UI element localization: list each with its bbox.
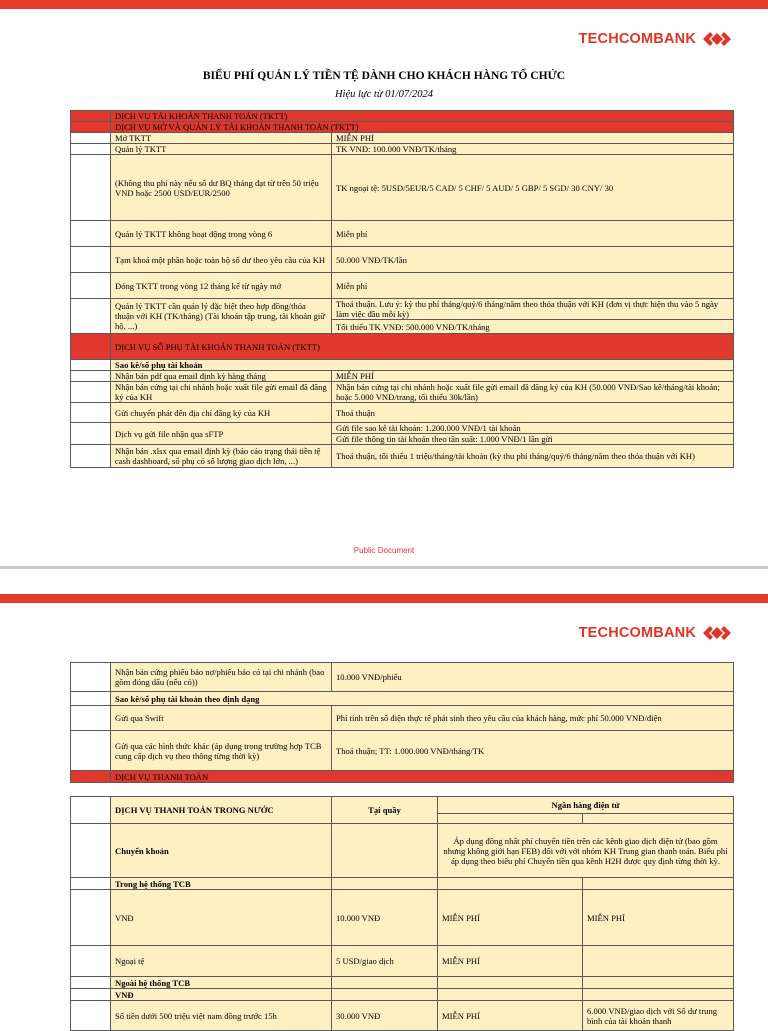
- section-header: DỊCH VỤ TÀI KHOẢN THANH TOÁN (TKTT): [111, 111, 734, 122]
- fee-item-label: Mở TKTT: [111, 133, 332, 144]
- row-gutter: [71, 403, 111, 423]
- row-gutter: [71, 247, 111, 273]
- table-row: [71, 360, 734, 371]
- payment-row: [71, 890, 734, 946]
- payment-item-label: Số tiền dưới 500 triệu việt nam đồng trước 15h: [111, 1001, 332, 1031]
- row-gutter: [71, 221, 111, 247]
- counter-fee: [332, 989, 438, 1001]
- row-gutter: [71, 989, 111, 1001]
- page-separator: [0, 566, 768, 569]
- fee-item-value: Gửi file thông tin tài khoản theo tần suất: 1.000 VNĐ/1 lần gửi: [332, 434, 734, 445]
- fee-item-label: Nhận bản pdf qua email định kỳ hàng tháng: [111, 371, 332, 382]
- fee-item-label: Quản lý TKTT: [111, 144, 332, 155]
- fee-item-label: Nhận bản cứng phiếu báo nợ/phiếu báo có tại chi nhánh (bao gồm đóng dấu (nếu có)): [111, 663, 332, 692]
- payment-item-label: Trong hệ thống TCB: [111, 878, 332, 890]
- fee-item-value: TK VNĐ: 100.000 VNĐ/TK/tháng: [332, 144, 734, 155]
- table-row: [71, 273, 734, 299]
- row-gutter: [71, 133, 111, 144]
- fee-item-label: Quản lý TKTT cần quản lý đặc biệt theo hợp đồng/thỏa thuận với KH (TK/tháng) (Tài khoản tập trung, tài khoản giữ hộ, ...): [111, 299, 332, 334]
- fee-item-value: Thoả thuận: [332, 403, 734, 423]
- logo-text: TECHCOMBANK: [578, 31, 696, 47]
- effective-date: Hiệu lực từ 01/07/2024: [334, 89, 434, 100]
- fee-table-page2-top: [70, 662, 734, 783]
- table-row: [71, 663, 734, 692]
- fee-item-value: Thoả thuận. Lưu ý: kỳ thu phí tháng/quý/6 tháng/năm theo thỏa thuận với KH (đơn vị thực hiện thu vào 5 ngày làm việc đầu mỗi kỳ): [332, 299, 734, 320]
- row-gutter: [71, 382, 111, 403]
- table-row: [71, 371, 734, 382]
- row-gutter: [71, 423, 111, 445]
- fee-item-label: Nhận bản .xlsx qua email định kỳ (báo cáo trạng thái tiền tệ cash dashboard, sổ phụ có số lượng giao dịch lớn, ...): [111, 445, 332, 468]
- row-gutter: [71, 299, 111, 334]
- subsection-header: Sao kê/sổ phụ tài khoản theo định dạng: [111, 692, 734, 706]
- row-gutter: [71, 731, 111, 771]
- row-gutter: [71, 273, 111, 299]
- ebanking-fee-alt: [583, 878, 734, 890]
- payment-fee-table: [70, 796, 734, 1031]
- fee-item-value: Phí tính trên số điện thực tế phát sinh theo yêu cầu của khách hàng, mức phí 50.000 VNĐ/điện: [332, 706, 734, 731]
- row-gutter: [71, 122, 111, 133]
- subsection-header: Sao kê/sổ phụ tài khoản: [111, 360, 734, 371]
- table-row: [71, 771, 734, 783]
- table-row: [71, 155, 734, 221]
- row-gutter: [71, 111, 111, 122]
- techcombank-diamond-icon: [702, 624, 732, 642]
- fee-item-label: Gửi qua Swift: [111, 706, 332, 731]
- fee-item-label: Tạm khoá một phần hoặc toàn bộ số dư theo yêu cầu của KH: [111, 247, 332, 273]
- fee-table-page1: [70, 110, 734, 468]
- row-gutter: [71, 1001, 111, 1031]
- fee-item-value: 50.000 VNĐ/TK/lần: [332, 247, 734, 273]
- payment-row: [71, 1001, 734, 1031]
- counter-fee: [332, 824, 438, 878]
- payment-item-label: VNĐ: [111, 989, 332, 1001]
- row-gutter: [71, 824, 111, 878]
- row-gutter: [71, 155, 111, 221]
- row-gutter: [71, 144, 111, 155]
- ebanking-fee: MIỄN PHÍ: [438, 890, 583, 946]
- ebanking-column-header: Ngân hàng điện tử: [438, 797, 734, 814]
- fee-item-value: Nhận bản cứng tại chi nhánh hoặc xuất file gửi email đã đăng ký của KH (50.000 VNĐ/Sao kê/tháng/tài khoản; hoặc 5.000 VNĐ/trang, tối thiểu 30k/lần): [332, 382, 734, 403]
- ebanking-fee-alt: MIỄN PHÍ: [583, 890, 734, 946]
- payment-item-label: Ngoại tệ: [111, 946, 332, 977]
- page2-top-bar: [0, 594, 768, 603]
- payment-row: [71, 977, 734, 989]
- ebanking-fee-alt: [583, 946, 734, 977]
- section-header: DỊCH VỤ SỔ PHỤ TÀI KHOẢN THANH TOÁN (TKTT): [111, 334, 734, 360]
- techcombank-logo-page2: [579, 624, 732, 642]
- fee-item-label: Đóng TKTT trong vòng 12 tháng kể từ ngày mở: [111, 273, 332, 299]
- table-row: [71, 144, 734, 155]
- document-title: BIỂU PHÍ QUẢN LÝ TIỀN TỆ DÀNH CHO KHÁCH HÀNG TỔ CHỨC: [202, 70, 566, 82]
- fee-item-value: Thoả thuận; TT: 1.000.000 VNĐ/tháng/TK: [332, 731, 734, 771]
- payment-row: [71, 946, 734, 977]
- table-row: [71, 221, 734, 247]
- payment-item-label: VNĐ: [111, 890, 332, 946]
- ebanking-fee-alt: 6.000 VNĐ/giao dịch với Số dư trung bình của tài khoản thanh: [583, 1001, 734, 1031]
- row-gutter: [71, 878, 111, 890]
- fee-item-label: Gửi chuyển phát đến địa chỉ đăng ký của KH: [111, 403, 332, 423]
- payment-item-label: Chuyển khoản: [111, 824, 332, 878]
- table-row: [71, 247, 734, 273]
- section-header: DỊCH VỤ THANH TOÁN: [111, 771, 734, 783]
- ebanking-fee: MIỄN PHÍ: [438, 946, 583, 977]
- ebanking-fee: MIỄN PHÍ: [438, 1001, 583, 1031]
- fee-item-value: Miễn phí: [332, 221, 734, 247]
- fee-item-label: Gửi qua các hình thức khác (áp dụng trong trường hợp TCB cung cấp dịch vụ theo thông từng thời kỳ): [111, 731, 332, 771]
- payment-row: [71, 824, 734, 878]
- techcombank-diamond-icon: [702, 30, 732, 48]
- page-top-bar: [0, 0, 768, 9]
- ebanking-fee: [438, 878, 583, 890]
- fee-item-value: Gửi file sao kê tài khoản: 1.200.000 VNĐ/1 tài khoản: [332, 423, 734, 434]
- counter-fee: [332, 977, 438, 989]
- table-row: [71, 445, 734, 468]
- ebanking-fee-alt: [583, 989, 734, 1001]
- fee-item-label: Nhận bản cứng tại chi nhánh hoặc xuất file gửi email đã đăng ký của KH: [111, 382, 332, 403]
- table-row: [71, 111, 734, 122]
- row-gutter: [71, 771, 111, 783]
- row-gutter: [71, 334, 111, 360]
- public-document-label: Public Document: [353, 546, 415, 555]
- fee-item-value: 10.000 VNĐ/phiếu: [332, 663, 734, 692]
- section-header: DỊCH VỤ MỞ VÀ QUẢN LÝ TÀI KHOẢN THANH TOÁN (TKTT): [111, 122, 734, 133]
- row-gutter: [71, 371, 111, 382]
- ebanking-fee: [438, 989, 583, 1001]
- fee-item-value: MIỄN PHÍ: [332, 133, 734, 144]
- row-gutter: [71, 946, 111, 977]
- row-gutter: [71, 445, 111, 468]
- fee-item-value: MIỄN PHÍ: [332, 371, 734, 382]
- row-gutter: [71, 977, 111, 989]
- fee-item-label: Quản lý TKTT không hoạt động trong vòng 6: [111, 221, 332, 247]
- counter-column-header: Tại quầy: [332, 797, 438, 824]
- fee-item-value: Thoả thuận, tối thiểu 1 triệu/tháng/tài khoản (kỳ thu phí tháng/quý/6 tháng/năm theo thỏa thuận với KH): [332, 445, 734, 468]
- fee-item-label: Dịch vụ gửi file nhận qua sFTP: [111, 423, 332, 445]
- counter-fee: [332, 878, 438, 890]
- fee-item-label: (Không thu phí này nếu số dư BQ tháng đạt từ trên 50 triệu VND hoặc 2500 USD/EUR/2500: [111, 155, 332, 221]
- domestic-payment-header: DỊCH VỤ THANH TOÁN TRONG NƯỚC: [111, 797, 332, 824]
- payment-row: [71, 989, 734, 1001]
- counter-fee: 10.000 VNĐ: [332, 890, 438, 946]
- fee-item-value: Miễn phí: [332, 273, 734, 299]
- ebanking-fee-alt: [583, 977, 734, 989]
- row-gutter: [71, 360, 111, 371]
- techcombank-logo: [579, 30, 732, 48]
- ebanking-subcolumn: [583, 814, 734, 824]
- payment-row: [71, 878, 734, 890]
- payment-header-row: [71, 797, 734, 814]
- table-row: [71, 692, 734, 706]
- table-row: [71, 423, 734, 434]
- table-row: [71, 334, 734, 360]
- payment-item-label: Ngoài hệ thống TCB: [111, 977, 332, 989]
- table-row: [71, 133, 734, 144]
- ebanking-fee-merged: Áp dụng đồng nhất phí chuyển tiền trên các kênh giao dịch điện tử (bao gồm nhưng không giới hạn FEB) đối với với nhóm KH Trung gian thanh toán. Biểu phí áp dụng theo biểu phí Chuyển tiền qua kênh H2H được quy định từng thời kỳ.: [438, 824, 734, 878]
- row-gutter: [71, 706, 111, 731]
- table-row: [71, 731, 734, 771]
- table-row: [71, 122, 734, 133]
- logo-text: TECHCOMBANK: [578, 625, 696, 641]
- table-row: [71, 382, 734, 403]
- row-gutter: [71, 890, 111, 946]
- ebanking-subcolumn: [438, 814, 583, 824]
- row-gutter: [71, 692, 111, 706]
- table-row: [71, 706, 734, 731]
- counter-fee: 5 USD/giao dịch: [332, 946, 438, 977]
- row-gutter: [71, 663, 111, 692]
- fee-item-value: TK ngoại tệ: 5USD/5EUR/5 CAD/ 5 CHF/ 5 AUD/ 5 GBP/ 5 SGD/ 30 CNY/ 30: [332, 155, 734, 221]
- ebanking-fee: [438, 977, 583, 989]
- table-row: [71, 403, 734, 423]
- row-gutter: [71, 797, 111, 824]
- table-row: [71, 299, 734, 320]
- fee-item-value: Tối thiểu TK VNĐ: 500.000 VNĐ/TK/tháng: [332, 320, 734, 334]
- counter-fee: 30.000 VNĐ: [332, 1001, 438, 1031]
